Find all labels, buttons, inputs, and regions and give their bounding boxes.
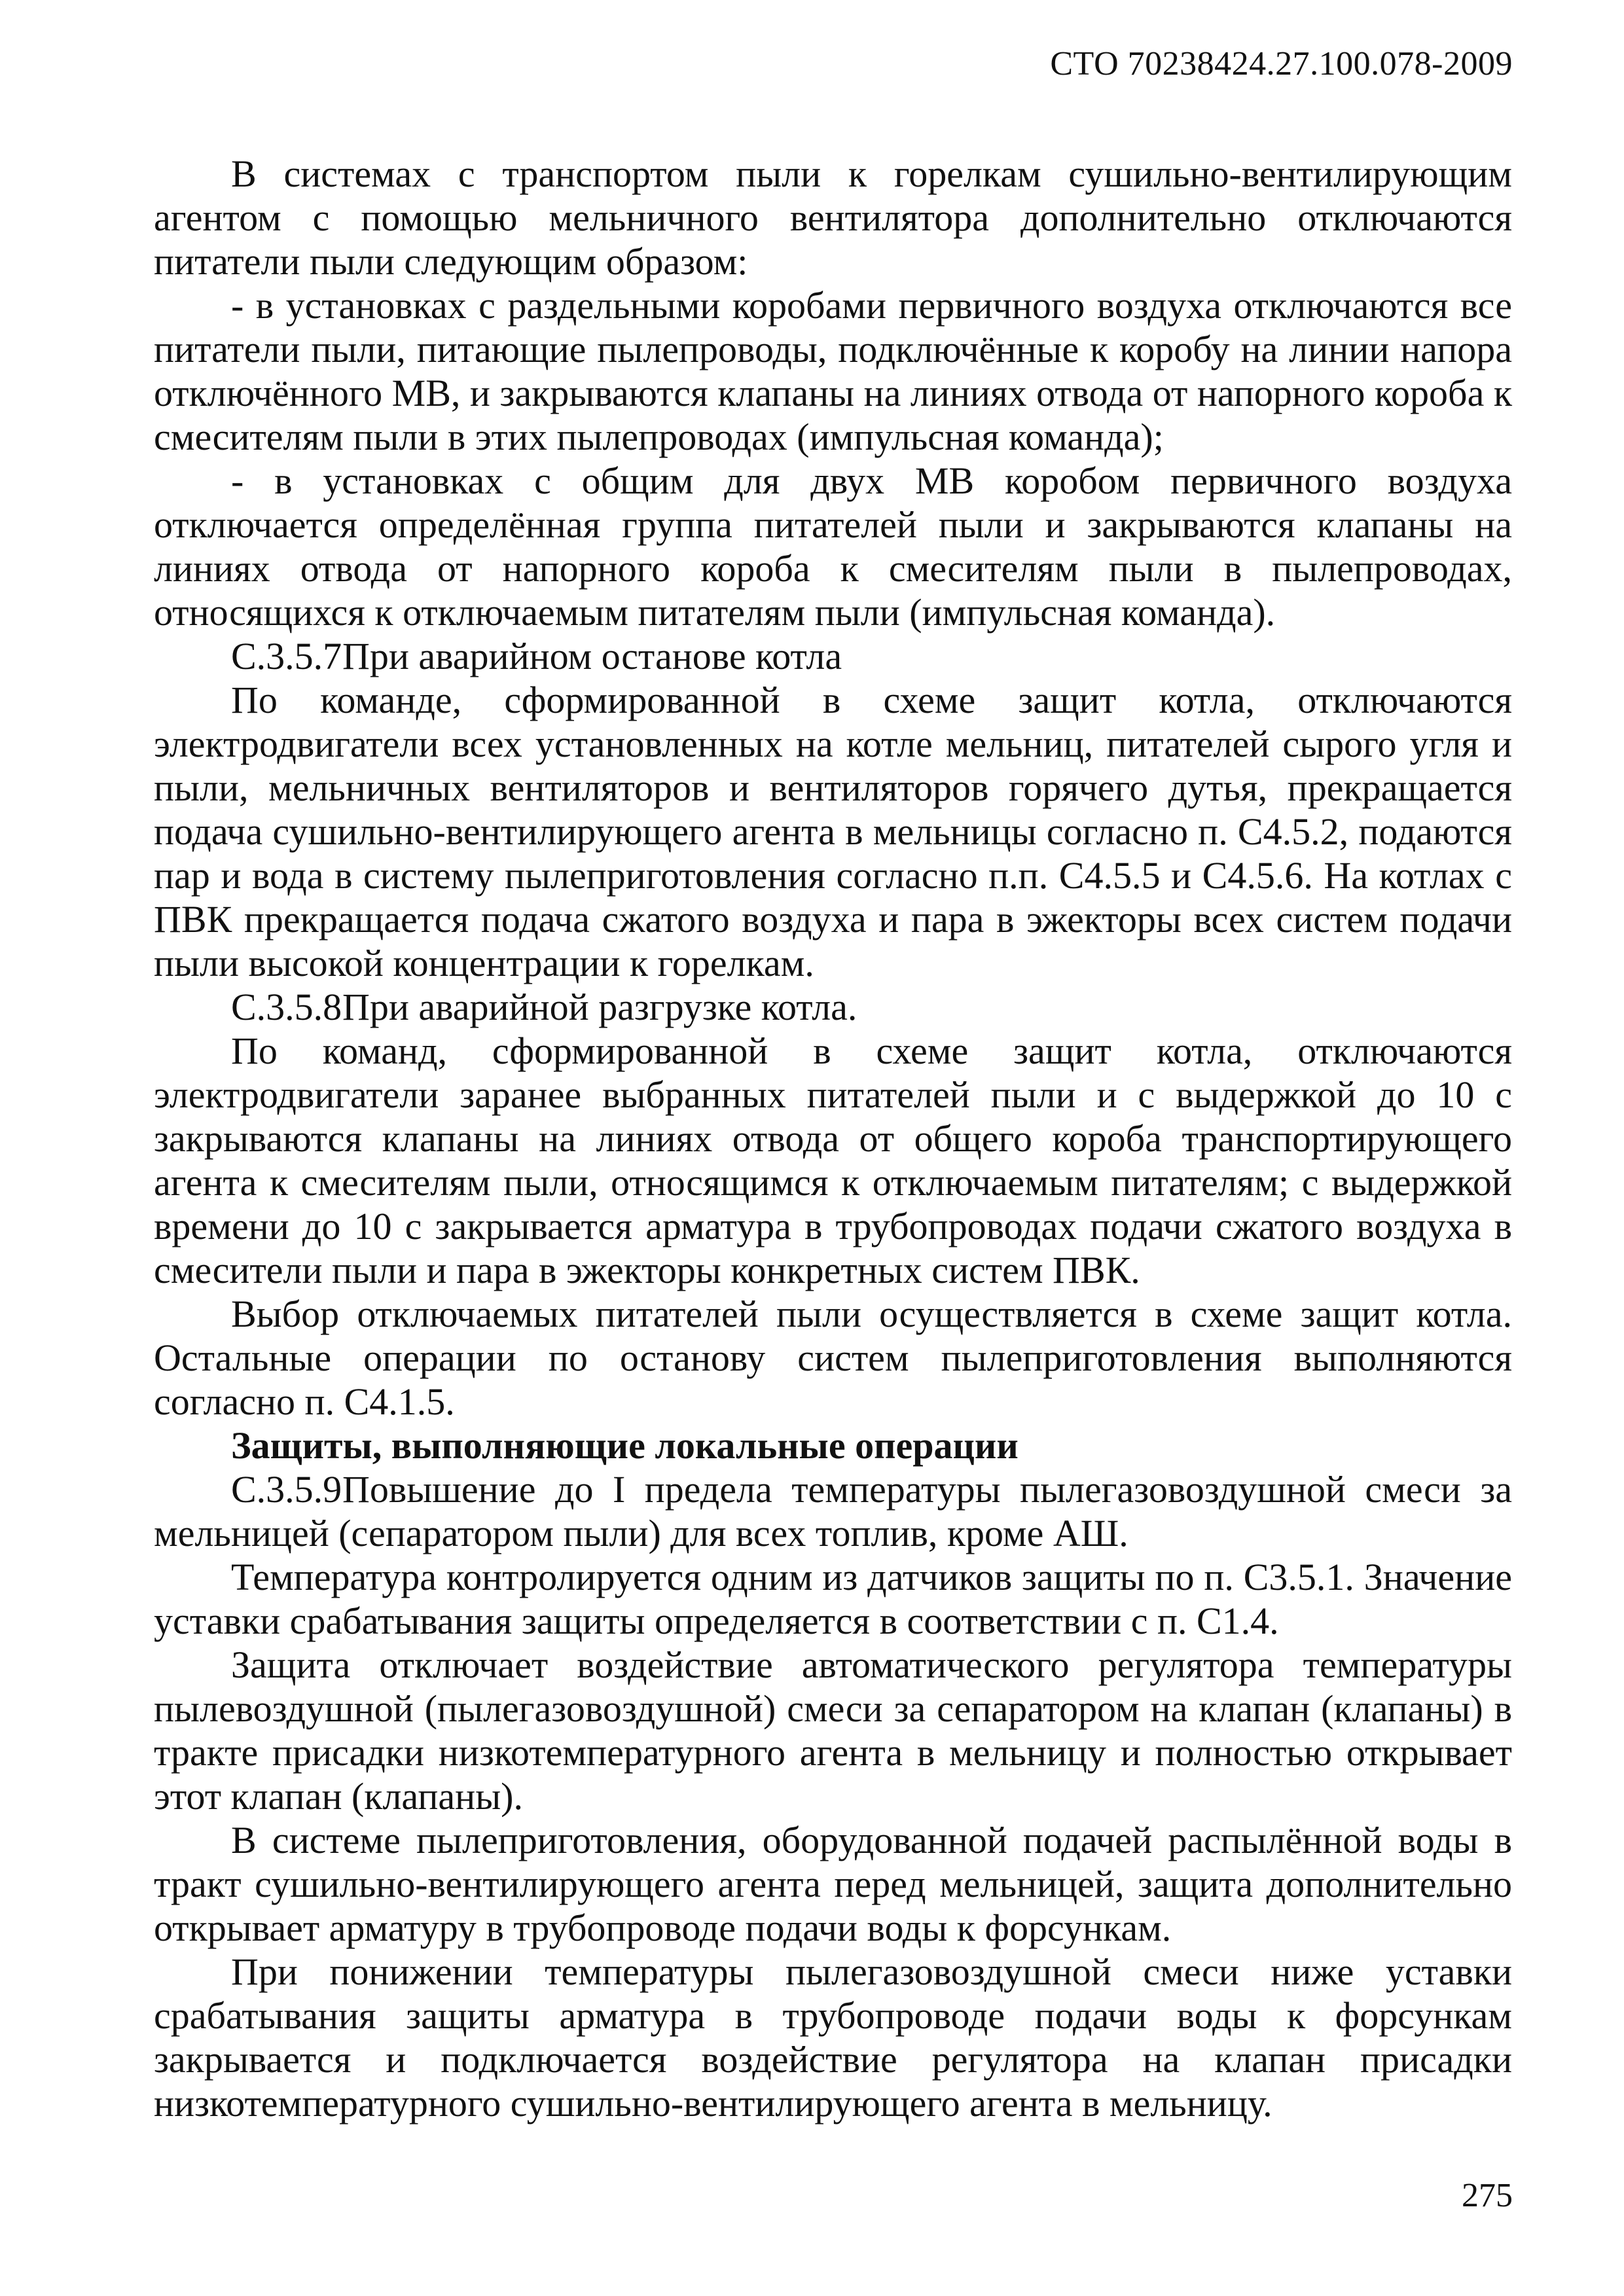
paragraph-temperature-decrease: При понижении температуры пылегазовоздушной смеси ниже уставки срабатывания защиты арматура в трубопроводе подачи воды к форсункам закрывается и подключается воздействие регулятора на клапан присадки низкотемпературного сушильно-вентилирующего агента в мельницу. xyxy=(154,1950,1512,2125)
paragraph-emergency-stop: По команде, сформированной в схеме защит котла, отключаются электродвигатели всех установленных на котле мельниц, питателей сырого угля и пыли, мельничных вентиляторов и вентиляторов горячего дутья, прекращается подача сушильно-вентилирующего агента в мельницы согласно п. С4.5.2, подаются пар и вода в систему пылеприготовления согласно п.п. С4.5.5 и С4.5.6. На котлах с ПВК прекращается подача сжатого воздуха и пара в эжекторы всех систем подачи пыли высокой концентрации к горелкам. xyxy=(154,679,1512,984)
clause-title: При аварийной разгрузке котла. xyxy=(342,986,857,1028)
paragraph-feeder-selection: Выбор отключаемых питателей пыли осуществляется в схеме защит котла. Остальные операции по останову систем пылеприготовления выполняются согласно п. С4.1.5. xyxy=(154,1293,1512,1423)
clause-c359 xyxy=(154,1467,1512,1555)
paragraph-water-spray: В системе пылеприготовления, оборудованной подачей распылённой воды в тракт сушильно-вентилирующего агента перед мельницей, защита дополнительно открывает арматуру в трубопроводе подачи воды к форсункам. xyxy=(154,1819,1512,1949)
clause-title: Повышение до I предела температуры пылегазовоздушной смеси за мельницей (сепаратором пыли) для всех топлив, кроме АШ. xyxy=(154,1468,1512,1554)
clause-number: С.3.5.9 xyxy=(231,1468,342,1511)
page-body xyxy=(154,152,1512,2125)
clause-c358 xyxy=(154,985,1512,1029)
paragraph-temperature-control: Температура контролируется одним из датчиков защиты по п. С3.5.1. Значение уставки срабатывания защиты определяется в соответствии с п. С1.4. xyxy=(154,1556,1512,1642)
clause-title: При аварийном останове котла xyxy=(342,635,842,677)
clause-number: С.3.5.7 xyxy=(231,635,342,677)
paragraph-protection-action: Защита отключает воздействие автоматического регулятора температуры пылевоздушной (пылегазовоздушной) смеси за сепаратором на клапан (клапаны) в тракте присадки низкотемпературного агента в мельницу и полностью открывает этот клапан (клапаны). xyxy=(154,1643,1512,1818)
page-number: 275 xyxy=(1462,2177,1513,2214)
clause-c357 xyxy=(154,634,1512,678)
paragraph-dust-transport: В системах с транспортом пыли к горелкам сушильно-вентилирующим агентом с помощью мельничного вентилятора дополнительно отключаются питатели пыли следующим образом: xyxy=(154,152,1512,283)
paragraph-emergency-unload: По команд, сформированной в схеме защит котла, отключаются электродвигатели заранее выбранных питателей пыли и с выдержкой до 10 с закрываются клапаны на линиях отвода от общего короба транспортирующего агента к смесителям пыли, относящимся к отключаемым питателям; с выдержкой времени до 10 с закрывается арматура в трубопроводах подачи сжатого воздуха в смесители пыли и пара в эжекторы конкретных систем ПВК. xyxy=(154,1030,1512,1291)
clause-number: С.3.5.8 xyxy=(231,986,342,1028)
document-code-header: СТО 70238424.27.100.078-2009 xyxy=(1050,45,1513,82)
list-item-separate-boxes: - в установках с раздельными коробами первичного воздуха отключаются все питатели пыли, питающие пылепроводы, подключённые к коробу на линии напора отключённого МВ, и закрываются клапаны на линиях отвода от напорного короба к смесителям пыли в этих пылепроводах (импульсная команда); xyxy=(154,284,1512,458)
list-item-common-box: - в установках с общим для двух МВ коробом первичного воздуха отключается определённая группа питателей пыли и закрываются клапаны на линиях отвода от напорного короба к смесителям пыли в пылепроводах, относящихся к отключаемым питателям пыли (импульсная команда). xyxy=(154,459,1512,634)
section-heading: Защиты, выполняющие локальные операции xyxy=(231,1424,1019,1467)
